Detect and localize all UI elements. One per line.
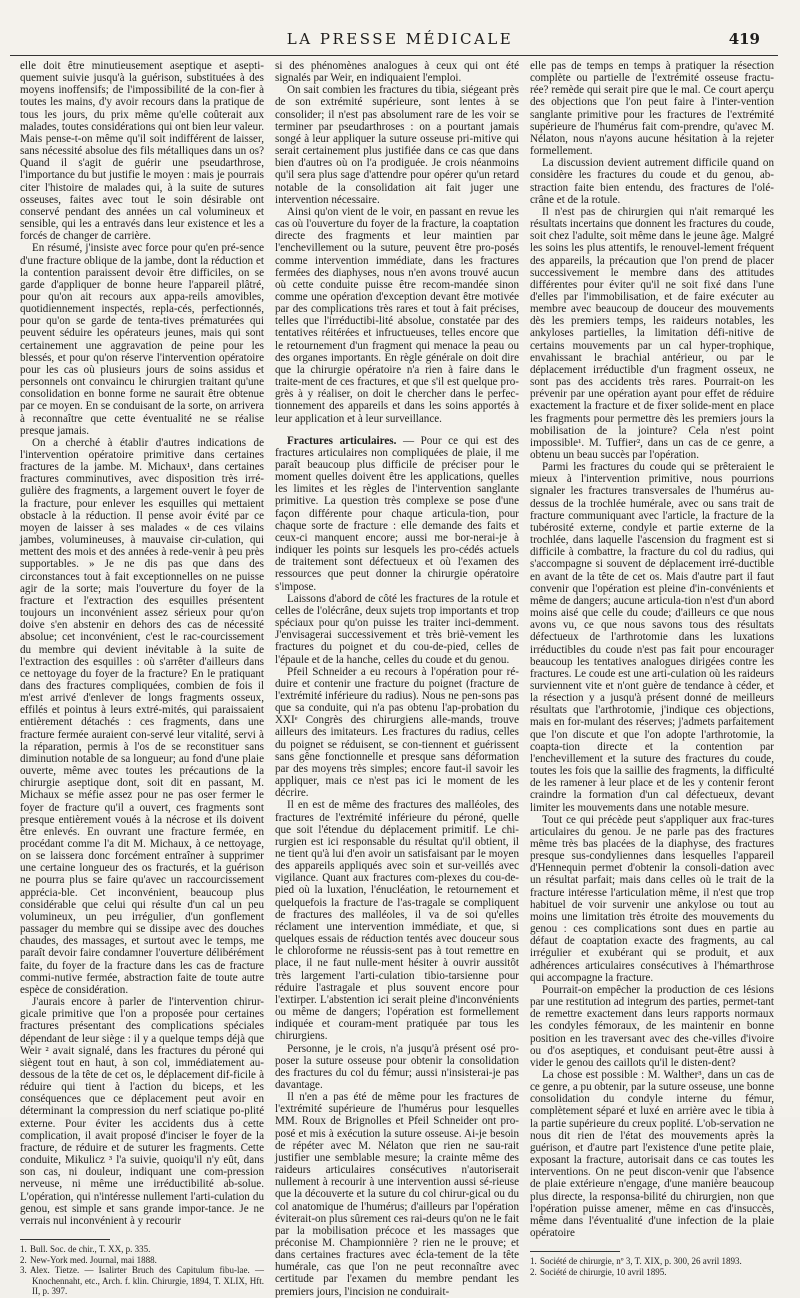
footnote: 3. Alex. Tietze. — Isalirter Bruch des Capitulum fibu-lae. — Knochennaht, etc., Arch. f. klin. Chirurgie, 1894, T. XLIX, Hft. II, p. 397. <box>20 1265 264 1296</box>
paragraph-text: — Pour ce qui est des fractures articulaires non compliquées de plaie, il me paraît beaucoup plus difficile de préciser pour le moment quelles doivent être les applications, quelles les limites et les règles de l'intervention sanglante primitive. La question très complexe se pose d'une façon différente pour chaque articula-tion, pour chaque sorte de fracture : elle demande des faits et ceux-ci manquent encore; aussi me bor-nerai-je à indiquer les points sur lesquels les pro-cédés actuels de traitement sont défectueux et où l'examen des ressources que peut donner la chirurgie opératoire s'impose. <box>275 434 519 593</box>
footnote: 1. Société de chirurgie, nº 3, T. XIX, p. 300, 26 avril 1893. <box>530 1256 742 1267</box>
paragraph: Tout ce qui précède peut s'appliquer aux frac-tures articulaires du genou. Je ne parle pas des fractures même très bas placées de la diaphyse, des fractures presque sus-condyliennes dans lesquelles l'appareil d'Hennequin permet d'obtenir la consoli-dation avec un résultat parfait; mais dans celles où le trait de la fracture intéresse l'articulation même, il n'est que trop habituel de voir survenir une ankylose ou tout au moins une limitation très étroite des mouvements du genou : ces complications sont dues en partie au défaut de coaptation exacte des fragments, au cal irrégulier et exubérant qui se produit, et aux adhérences articulaires consécutives à l'hémarthrose qui accompagne la fracture. <box>530 813 774 984</box>
paragraph: On a cherché à établir d'autres indications de l'intervention opératoire primitive dans certaines fractures de la jambe. M. Michaux¹, dans certaines fractures comminutives, avec disposition très irré-gulière des fragments, a largement ouvert le foyer de la fracture, pour enlever les esquilles qui mettaient obstacle à la réduction. Il pense avoir évité par ce moyen de laisser à ses malades « de ces vilains jambes, volumineuses, à mauvaise cir-culation, qui mettent des mois et des années à rede-venir à peu près supportables. » Je ne dis pas que dans des circonstances tout à fait exceptionnelles on ne puisse agir de la sorte; mais l'ouverture du foyer de la fracture et l'extraction des esquilles présentent toujours un inconvénient assez sérieux pour qu'on doive s'en abstenir en dehors des cas de nécessité absolue; cet inconvénient, c'est le rac-courcissement du membre qui devient inévitable à la suite de l'extraction des esquilles : où s'arrêter d'ailleurs dans ce nettoyage du foyer de la fracture? En le pratiquant dans des fractures compliquées, combien de fois il m'est arrivé d'enlever de longs fragments osseux, effilés et pointus à leurs extré-mités, qui paraissaient entièrement détachés : ces fragments, dans une fracture fermée auraient con-servé leur vitalité, servi à la réparation, permis à l'os de se reconstituer sans diminution notable de sa longueur; au fond d'une plaie ouverte, même avec toutes les précautions de la chirurgie aseptique dont, soit dit en passant, M. Michaux se méfie assez pour ne pas oser fermer le foyer de fracture qu'il a ouvert, ces fragments sont presque entièrement voués à la nécrose et ils doivent être enlevés. En ouvrant une fracture fermée, en procédant comme l'a dit M. Michaux, à ce nettoyage, on se laissera donc forcément entraîner à supprimer une certaine longueur des os fracturés, et la guérison ne pourra plus se faire qu'avec un raccourcissement apprécia-ble. Cet inconvénient, beaucoup plus considérable que celui qui résulte d'un cal un peu volumineux, un peu irrégulier, d'un gonflement passager du membre qui se dissipe avec des douches chaudes, des massages, et surtout avec le temps, me paraît devoir faire condamner l'ouverture délibérément faite, du foyer de la fracture dans les cas de fracture commi-nutive fermée, abstraction faite de toute autre espèce de considération. <box>20 436 264 996</box>
paragraph: si des phénomènes analogues à ceux qui ont été signalés par Weir, en indiquaient l'emploi. <box>275 60 519 85</box>
page-number: 419 <box>728 30 760 48</box>
paragraph: Il n'est pas de chirurgien qui n'ait remarqué les résultats incertains que donnent les fractures du coude, soit chez l'adulte, soit même dans le jeune âge. Malgré les soins les plus attentifs, le renouvel-lement fréquent des appareils, la précaution que l'on prend de placer successivement le membre dans des attitudes différentes pour éviter qu'il ne soit fixé dans l'une d'elles par l'immobilisation, et de faire exécuter au membre avec beaucoup de douceur des mouvements dès les premiers temps, les raideurs notables, les ankyloses partielles, la limitation défi-nitive de certains mouvements par un cal hyper-trophique, envahissant le brachial antérieur, ou par le déplacement irréductible d'un fragment osseux, ne sont pas des accidents très rares. Pourrait-on les prévenir par une opération ayant pour effet de réduire exactement la fracture et de fixer solide-ment en place les fragments pour permettre dès les premiers jours la mobilisation de la jointure? Cela n'est point impossible¹. M. Tuffier², dans un cas de ce genre, a obtenu un beau succès par l'opération. <box>530 205 774 461</box>
column-right <box>530 60 774 1277</box>
column-left <box>20 60 264 1296</box>
footnote-text: Bull. Soc. de chir., T. XX, p. 335. <box>30 1244 151 1254</box>
journal-title: LA PRESSE MÉDICALE <box>286 30 514 48</box>
footnote-text: Société de chirurgie, 10 avril 1895. <box>540 1266 667 1277</box>
paragraph: Laissons d'abord de côté les fractures de la rotule et celles de l'olécrâne, deux sujets trop importants et trop spéciaux pour qu'on puisse les traiter inci-demment. J'envisagerai successivement et très briè-vement les fractures du poignet et du cou-de-pied, celles de l'épaule et de la hanche, celles du coude et du genou. <box>275 592 519 666</box>
footnote: 2. New-York med. Journal, mai 1888. <box>20 1254 157 1265</box>
footnote-text: Société de chirurgie, nº 3, T. XIX, p. 300, 26 avril 1893. <box>540 1256 742 1267</box>
footnote-text: Alex. Tietze. — Isalirter Bruch des Capitulum fibu-lae. — Knochennaht, etc., Arch. f. klin. Chirurgie, 1894, T. XLIX, Hft. II, p. 397. <box>30 1265 264 1296</box>
footnote-text: New-York med. Journal, mai 1888. <box>30 1254 157 1265</box>
footnote: 1. Bull. Soc. de chir., T. XX, p. 335. <box>20 1244 151 1254</box>
paragraph: Pourrait-on empêcher la production de ces lésions par une restitution ad integrum des parties, permet-tant de remettre exactement dans leurs rapports normaux les condyles fémoraux, de les maintenir en bonne position en les traversant avec des che-villes d'ivoire ou d'os aseptiques, et conduisant peut-être aussi à vider le genou des caillots qu'il le disten-dent? <box>530 983 774 1069</box>
footnote: 2. Société de chirurgie, 10 avril 1895. <box>530 1266 667 1277</box>
paragraph: Personne, je le crois, n'a jusqu'à présent osé pro-poser la suture osseuse pour obtenir la consolidation des fractures du col du fémur; aussi n'insisterai-je pas davantage. <box>275 1042 519 1091</box>
paragraph: Il n'en a pas été de même pour les fractures de l'extrémité supérieure de l'humérus pour lesquelles MM. Roux de Brignolles et Pfeil Schneider ont pro-posé et mis à exécution la suture osseuse. Ai-je besoin de répéter avec M. Nélaton que rien ne sau-rait justifier une semblable mesure; la crainte même des raideurs articulaires consécutives n'autoriserait nullement à recourir à une intervention aussi sé-rieuse que la découverte et la suture du col chirur-gical ou du col anatomique de l'humérus; d'ailleurs par l'opération éviterait-on plus sûrement ces rai-deurs qu'on ne le fait par la mobilisation précoce et les massages que préconise M. Championnière ? rien ne le prouve; et dans certaines fractures avec écla-tement de la tête humérale, cas que l'on ne peut reconnaître avec certitude par l'examen du membre pendant les premiers jours, l'incision ne conduirait- <box>275 1091 519 1298</box>
paragraph <box>275 435 519 593</box>
paragraph: elle pas de temps en temps à pratiquer la résection complète ou partielle de l'extrémité osseuse fractu-rée? remède qui serait pire que le mal. Ce court aperçu des objections que l'on peut faire à l'inter-vention sanglante primitive pour les fractures de l'extrémité supérieure de l'humérus fait com-prendre, qu'avec M. Nélaton, nous n'ayons aucune hésitation à la rejeter formellement. <box>530 60 774 158</box>
paragraph: On sait combien les fractures du tibia, siégeant près de son extrémité supérieure, sont lentes à se consolider; il n'est pas absolument rare de les voir se terminer par pseudarthroses : on a pourtant jamais songé à leur appliquer la suture osseuse pri-mitive qui serait certainement plus justifiée dans ce cas que dans bien d'autres où on l'a prodiguée. Je crois néanmoins qu'il sera plus sage d'attendre pour opérer qu'un retard notable de la consolidation ait fait juger une intervention nécessaire. <box>275 84 519 206</box>
paragraph: La chose est possible : M. Walther³, dans un cas de ce genre, a pu obtenir, par la suture osseuse, une bonne consolidation du condyle interne du fémur, complètement séparé et luxé en arrière avec le tibia à la partie supérieure du creux poplité. L'ob-servation ne nous dit rien de l'état des mouvements après la guérison, et d'autre part l'existence d'une petite plaie, exposant la fracture, autorisait dans ce cas toutes les interventions. On ne peut discon-venir que l'absence de plaie extérieure n'engage, d'une manière beaucoup plus directe, la responsa-bilité du chirurgien, non que l'opération puisse amener, même en cas d'insuccès, même dans l'éventualité d'une infection de la plaie opératoire <box>530 1068 774 1239</box>
paragraph: J'aurais encore à parler de l'intervention chirur-gicale primitive que l'on a proposée pour certaines fractures présentant des complications spéciales dépendant de leur siège : il y a quelque temps déjà que Weir ² avait signalé, dans les fractures du péroné qui siègent tout en haut, à son col, immédiatement au-dessous de la tête de cet os, le déplacement dif-ficile à réduire qui tient à l'action du biceps, et les conséquences que ce déplacement peut avoir en déterminant la compression du nerf sciatique po-plité externe. Pour éviter les accidents dus à cette complication, il avait proposé d'inciser le foyer de la fracture, de réduire et de suturer les fragments. Cette conduite, Mikulicz ³ l'a suivie, quoiqu'il n'y eût, dans son cas, ni douleur, indiquant une com-pression nerveuse, ni même une irréductibilité ab-solue. L'opération, qui n'intéresse nullement l'arti-culation du genou, est simple et sans grande impor-tance. Je ne verrais nul inconvénient à y recourir <box>20 996 264 1227</box>
section-heading: Fractures articulaires. <box>287 434 397 447</box>
paragraph: elle doit être minutieusement aseptique et asepti-quement suivie jusqu'à la guérison, substituées à des moyens inoffensifs; de l'impossibilité de la con-fier à toutes les mains, d'y avoir recours dans la pratique de tous les jours, du prix même qu'elle coûterait aux malades, toutes considérations qui ont bien leur valeur. Mais pense-t-on même qu'il soit indifférent de laisser, sans nécessité absolue des fils métalliques dans un os? Quand il s'agit de guérir une pseudarthrose, l'importance du but justifie le moyen : mais je pourrais citer l'histoire de malades qui, à la suite de sutures osseuses, faites avec tout le soin désirable ont conservé pendant des années un cal volumineux et sensible, qui les a entravés dans leur existence et les a forcés de changer de carrière. <box>20 60 264 243</box>
paragraph: Pfeil Schneider a eu recours à l'opération pour ré-duire et contenir une fracture du poignet (fracture de l'extrémité inférieure du radius). Nous ne pen-sons pas que sa conduite, qui n'a pas obtenu l'ap-probation du XXIᵉ Congrès des chirurgiens alle-mands, trouve ailleurs des imitateurs. Les fractures du radius, celles du poignet se réduisent, se con-tiennent et guérissent sans gêne fonctionnelle et presque sans déformation par des moyens très simples; encore faut-il savoir les appliquer, mais ce n'est pas ici le moment de les décrire. <box>275 665 519 800</box>
header-rule <box>10 55 778 56</box>
paragraph: Parmi les fractures du coude qui se prêteraient le mieux à l'intervention primitive, nous pourrions signaler les fractures transversales de l'humérus au-dessus de la trochlée humérale, avec ou sans trait de fracture communiquant avec l'article, la fracture de la tubérosité externe, condyle et partie externe de la trochlée, dans laquelle l'ascension du fragment est si difficile à combattre, la fracture du col du radius, qui s'accompagne si souvent de déplacement irré-ductible en avant de la tête de cet os. Mais d'autre part il faut convenir que l'opération est pleine d'in-convénients et même de dangers; aucune articula-tion n'est d'un abord moins aisé que celle du coude; d'ailleurs ce que nous avons vu, ce que nous savons tous des résultats défectueux de l'arthrotomie dans les luxations irréductibles du coude n'est pas fait pour encourager beaucoup les tentatives analogues dirigées contre les fractures. Le coude est une arti-culation où les raideurs surviennent vite et n'ont guère de tendance à céder, et la résection y a jusqu'à présent donné de meilleurs résultats que l'arthrotomie, j'indique ces objections, mais en for-mulant des réserves; j'admets parfaitement que l'on discute et que l'on adopte l'arthrotomie, la coapta-tion directe et la contention par l'enchevillement et la suture des fractures du coude, toutes les fois que la saillie des fragments, la difficulté de les ramener à leur place et de les y contenir feront craindre la formation d'un cal défectueux, devant limiter les mouvements dans une notable mesure. <box>530 461 774 814</box>
footnote-rule <box>20 1239 110 1240</box>
paragraph: Il en est de même des fractures des malléoles, des fractures de l'extrémité inférieure du péroné, quelle que soit l'étendue du déplacement primitif. Le chi-rurgien est ici responsable du résultat qu'il obtient, il ne tient qu'à lui d'en avoir un satisfaisant par le moyen des appareils appliqués avec soin et sur-veillés avec vigilance. Quant aux fractures com-plexes du cou-de-pied où la luxation, l'énucléation, le retournement et quelquefois la fracture de l'as-tragale se compliquent de fractures des malléoles, il va de soi qu'elles réclament une intervention immédiate, et que, si quelques essais de réduction tentés avec douceur sous le chloroforme ne réussis-sent pas à tout remettre en place, il ne faut nulle-ment hésiter à ouvrir aussitôt très largement l'arti-culation tibio-tarsienne pour réduire l'astragale et plus souvent encore pour l'extirper. L'abstention ici serait pleine d'inconvénients ou même de dangers; l'opération est formellement indiquée et couram-ment pratiquée par tous les chirurgiens. <box>275 799 519 1043</box>
column-middle <box>275 60 519 1298</box>
footnote-rule <box>530 1251 620 1252</box>
paragraph: Ainsi qu'on vient de le voir, en passant en revue les cas où l'ouverture du foyer de la fracture, la coaptation directe des fragments et leur maintien par l'enchevillement ou la suture, peuvent être pro-posés comme intervention immédiate, dans les fractures fermées des diaphyses, nous n'en avons trouvé aucun où cette conduite puisse être recom-mandée sinon comme une opération d'exception devant être motivée par des complications très rares et tout à fait précises, telles que l'irréductibi-lité absolue, constatée par des tentatives réitérées et infructueuses, telles encore que le retournement d'un fragment qui menace la peau ou des organes importants. En règle générale on doit dire que la chirurgie opératoire n'a rien à faire dans le traite-ment de ces fractures, et que s'il est quelque pro-grès à y réaliser, on doit le chercher dans le perfec-tionnement des appareils et dans les soins apportés à leur application et à leur surveillance. <box>275 205 519 425</box>
paragraph: En résumé, j'insiste avec force pour qu'en pré-sence d'une fracture oblique de la jambe, dont la réduction et la contention paraissent devoir être difficiles, on se garde d'appliquer de bonne heure l'appareil plâtré, pour qu'on ait recours aux appa-reils amovibles, quotidiennement inspectés, repla-cés, perfectionnés, pour qu'on se garde de tenta-tives prématurées qui peuvent séduire les opérateurs jeunes, mais qui sont certainement une aggravation de peine pour les blessés, et pour qu'on réserve l'intervention opératoire pour les cas où plusieurs jours de soins assidus et personnels ont convaincu le chirurgien traitant qu'une consolidation en bonne forme ne saurait être obtenue par ce moyen. En se conduisant de la sorte, on arrivera à reconnaître que cette éventualité ne se réalise presque jamais. <box>20 242 264 437</box>
paragraph: La discussion devient autrement difficile quand on considère les fractures du coude et du genou, ab-straction faite bien entendu, des fractures de l'olé-crâne et de la rotule. <box>530 157 774 206</box>
